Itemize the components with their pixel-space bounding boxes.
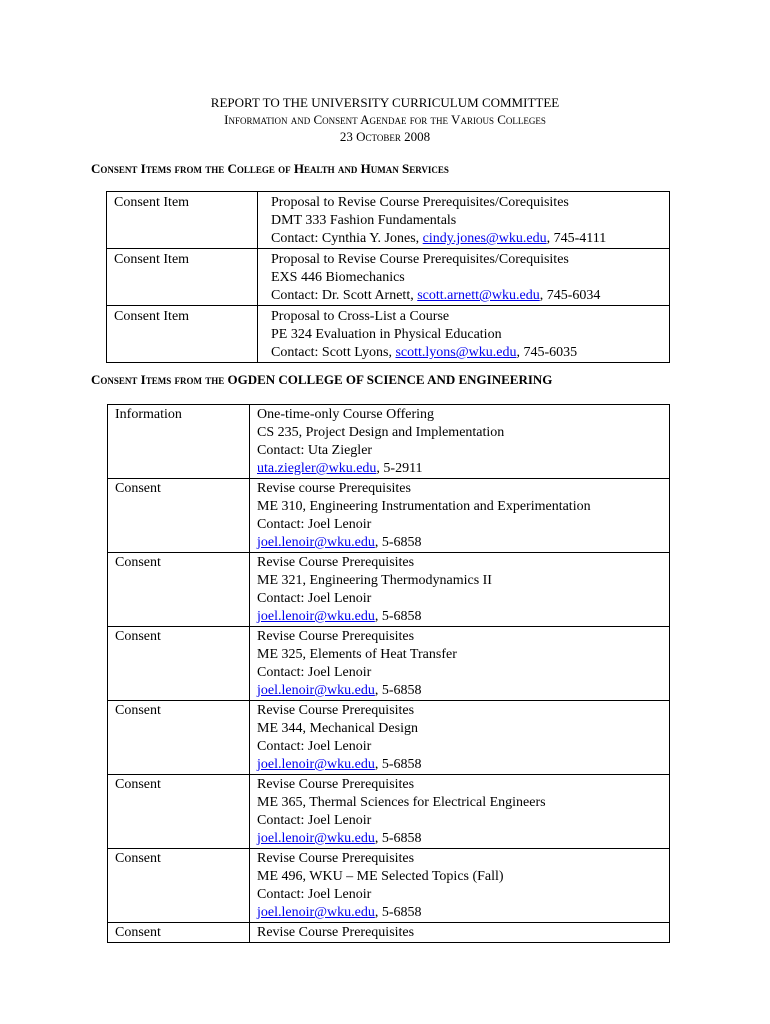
table-row — [108, 479, 670, 553]
item-detail-line: Contact: Joel Lenoir — [257, 591, 372, 606]
item-type-cell — [108, 405, 250, 479]
table-row — [108, 405, 670, 479]
contact-phone: , 5-6858 — [374, 905, 422, 920]
item-detail-line: Revise Course Prerequisites — [257, 629, 415, 644]
contact-line — [271, 230, 669, 248]
contact-email-line — [257, 682, 669, 700]
table-row — [108, 553, 670, 627]
item-detail-line: CS 235, Project Design and Implementation — [257, 425, 505, 440]
item-type-cell — [108, 923, 250, 943]
contact-phone: , 745-4111 — [546, 231, 607, 246]
item-detail-line: ME 496, WKU – ME Selected Topics (Fall) — [257, 869, 504, 884]
contact-email-line — [257, 756, 669, 774]
item-type-cell — [108, 479, 250, 553]
item-type: Information — [115, 407, 182, 422]
email-link[interactable]: joel.lenoir@wku.edu — [257, 683, 375, 698]
item-detail-line: DMT 333 Fashion Fundamentals — [271, 213, 457, 228]
item-detail-line: Proposal to Revise Course Prerequisites/Corequisites — [271, 252, 569, 267]
item-type-cell — [108, 775, 250, 849]
table-row — [108, 701, 670, 775]
table-row — [107, 306, 670, 363]
item-detail-line: Contact: Joel Lenoir — [257, 813, 372, 828]
table-row — [108, 775, 670, 849]
item-detail-line: One-time-only Course Offering — [257, 407, 435, 422]
item-detail-line: Contact: Joel Lenoir — [257, 665, 372, 680]
item-detail-line: Proposal to Cross-List a Course — [271, 309, 450, 324]
contact-email-line — [257, 460, 669, 478]
contact-line — [271, 344, 669, 362]
contact-email-line — [257, 608, 669, 626]
item-detail-line: EXS 446 Biomechanics — [271, 270, 405, 285]
contact-line — [271, 287, 669, 305]
item-type: Consent — [115, 925, 161, 940]
email-link[interactable]: joel.lenoir@wku.edu — [257, 831, 375, 846]
contact-phone: , 5-6858 — [374, 609, 422, 624]
item-type-cell — [108, 701, 250, 775]
contact-phone: , 745-6035 — [516, 345, 578, 360]
item-type: Consent — [115, 777, 161, 792]
item-detail-cell — [250, 405, 670, 479]
item-type: Consent — [115, 629, 161, 644]
section-title-college: OGDEN COLLEGE OF SCIENCE AND ENGINEERING — [227, 372, 553, 387]
item-type: Consent — [115, 703, 161, 718]
item-type: Consent Item — [114, 195, 190, 210]
item-detail-line: ME 325, Elements of Heat Transfer — [257, 647, 457, 662]
report-title: REPORT TO THE UNIVERSITY CURRICULUM COMMITTEE — [210, 95, 560, 110]
item-detail-cell — [258, 249, 670, 306]
item-detail-cell — [250, 923, 670, 943]
section-title-prefix: Consent Items from the — [91, 372, 228, 387]
item-detail-line: Contact: Uta Ziegler — [257, 443, 373, 458]
item-type-cell — [108, 849, 250, 923]
item-detail-cell — [250, 701, 670, 775]
contact-name: Contact: Cynthia Y. Jones, — [271, 231, 423, 246]
item-type-cell — [108, 627, 250, 701]
item-type-cell — [108, 553, 250, 627]
item-detail-line: Proposal to Revise Course Prerequisites/Corequisites — [271, 195, 569, 210]
contact-phone: , 5-6858 — [374, 831, 422, 846]
report-subtitle: Information and Consent Agendae for the Various Colleges — [224, 112, 546, 127]
contact-name: Contact: Scott Lyons, — [271, 345, 396, 360]
contact-phone: , 5-6858 — [374, 757, 422, 772]
email-link[interactable]: joel.lenoir@wku.edu — [257, 905, 375, 920]
item-detail-line: Revise Course Prerequisites — [257, 703, 415, 718]
item-type-cell — [107, 249, 258, 306]
section-title-health: Consent Items from the College of Health and Human Services — [91, 161, 449, 176]
table-row — [108, 849, 670, 923]
health-consent-table — [106, 191, 670, 363]
contact-phone: , 5-6858 — [374, 683, 422, 698]
item-type: Consent — [115, 481, 161, 496]
email-link[interactable]: uta.ziegler@wku.edu — [257, 461, 377, 476]
section-title-ogden — [91, 372, 552, 388]
email-link[interactable]: joel.lenoir@wku.edu — [257, 535, 375, 550]
item-type: Consent Item — [114, 252, 190, 267]
item-type-cell — [107, 192, 258, 249]
item-detail-line: Revise Course Prerequisites — [257, 555, 415, 570]
item-type: Consent Item — [114, 309, 190, 324]
item-detail-line: Revise Course Prerequisites — [257, 925, 415, 940]
item-type: Consent — [115, 555, 161, 570]
item-detail-line: Revise Course Prerequisites — [257, 851, 415, 866]
item-detail-cell — [250, 849, 670, 923]
item-detail-line: Contact: Joel Lenoir — [257, 517, 372, 532]
email-link[interactable]: scott.lyons@wku.edu — [395, 345, 517, 360]
ogden-consent-table — [107, 404, 670, 943]
contact-phone: , 5-6858 — [374, 535, 422, 550]
item-detail-line: Revise course Prerequisites — [257, 481, 411, 496]
item-detail-cell — [250, 627, 670, 701]
contact-email-line — [257, 904, 669, 922]
email-link[interactable]: cindy.jones@wku.edu — [422, 231, 547, 246]
contact-email-line — [257, 534, 669, 552]
item-detail-line: ME 321, Engineering Thermodynamics II — [257, 573, 492, 588]
item-detail-line: ME 365, Thermal Sciences for Electrical Engineers — [257, 795, 546, 810]
item-detail-cell — [258, 306, 670, 363]
email-link[interactable]: joel.lenoir@wku.edu — [257, 757, 375, 772]
item-detail-line: Contact: Joel Lenoir — [257, 887, 372, 902]
contact-name: Contact: Dr. Scott Arnett, — [271, 288, 418, 303]
report-date: 23 October 2008 — [339, 129, 431, 144]
contact-email-line — [257, 830, 669, 848]
item-detail-line: ME 310, Engineering Instrumentation and Experimentation — [257, 499, 591, 514]
item-detail-line: Contact: Joel Lenoir — [257, 739, 372, 754]
item-type-cell — [107, 306, 258, 363]
report-header — [0, 94, 770, 145]
contact-phone: , 745-6034 — [539, 288, 601, 303]
item-detail-line: ME 344, Mechanical Design — [257, 721, 418, 736]
table-row — [108, 627, 670, 701]
item-detail-cell — [250, 553, 670, 627]
item-detail-cell — [250, 479, 670, 553]
contact-phone: , 5-2911 — [376, 461, 423, 476]
email-link[interactable]: scott.arnett@wku.edu — [417, 288, 540, 303]
item-detail-line: Revise Course Prerequisites — [257, 777, 415, 792]
item-detail-cell — [250, 775, 670, 849]
table-row — [107, 192, 670, 249]
item-detail-line: PE 324 Evaluation in Physical Education — [271, 327, 502, 342]
table-row — [107, 249, 670, 306]
email-link[interactable]: joel.lenoir@wku.edu — [257, 609, 375, 624]
item-type: Consent — [115, 851, 161, 866]
item-detail-cell — [258, 192, 670, 249]
table-row — [108, 923, 670, 943]
